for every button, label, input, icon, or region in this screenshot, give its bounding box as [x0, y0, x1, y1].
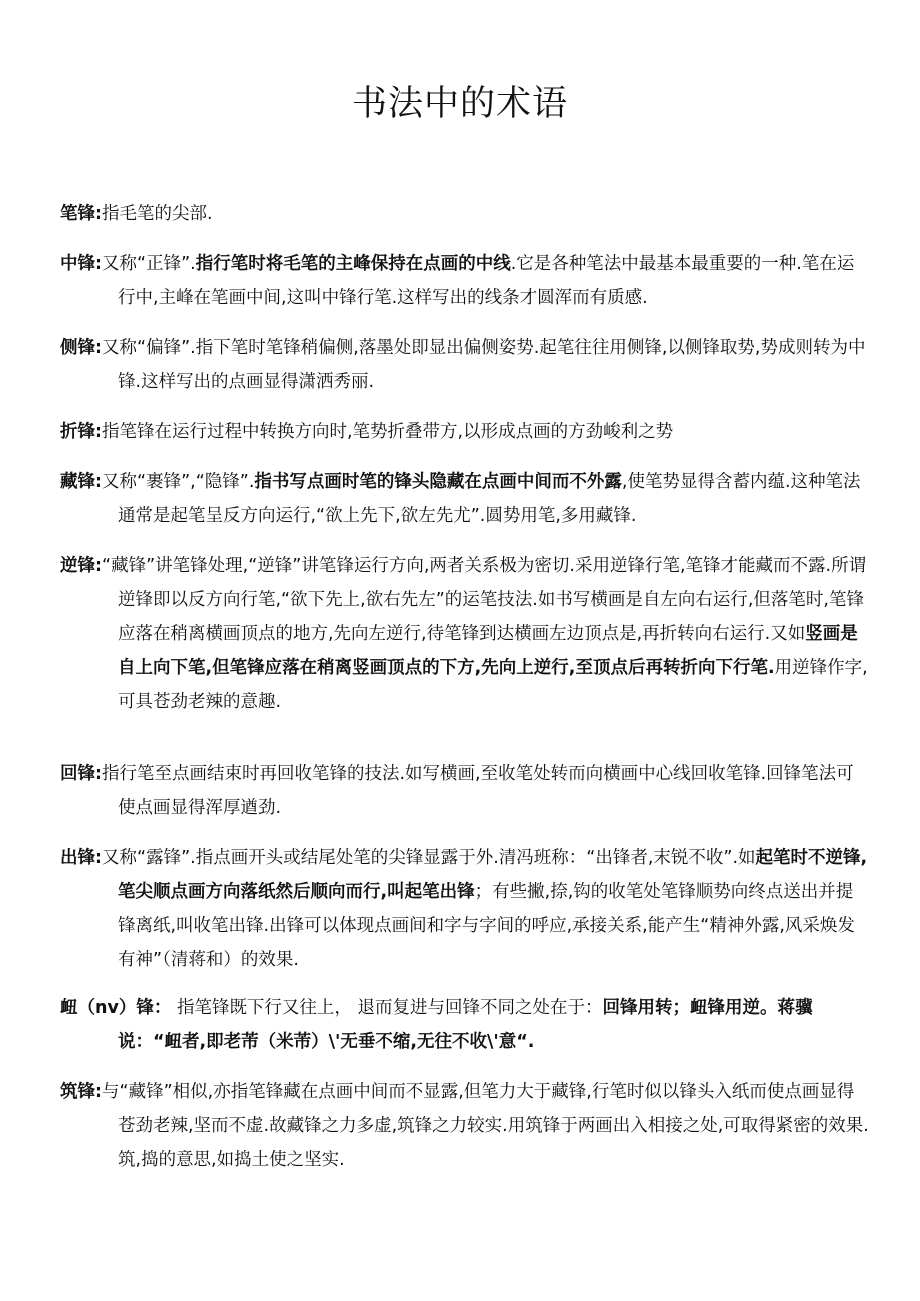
term-entry-chufeng	[60, 841, 870, 977]
term-text: 指毛笔的尖部.	[102, 204, 213, 224]
term-entry-huifeng	[60, 757, 870, 825]
term-entry-cefeng	[60, 331, 870, 399]
term-label: 中锋:	[60, 254, 102, 274]
term-text: 又称“正锋”.	[102, 254, 196, 274]
term-text: 又称“露锋”.指点画开头或结尾处笔的尖锋显露于外.清冯班称：“出锋者,末锐不收”.如	[102, 848, 756, 868]
term-label: 逆锋:	[60, 556, 102, 576]
term-text: 又称“裹锋”,“隐锋”.	[102, 472, 255, 492]
term-label: 笔锋:	[60, 204, 102, 224]
term-text: “藏锋”讲笔锋处理,“逆锋”讲笔锋运行方向,两者关系极为密切.采用逆锋行笔,笔锋才能藏而不露.所谓逆锋即以反方向行笔,“欲下先上,欲右先左”的运笔技法.如书写横画是自左向右运行,但落笔时,笔锋应落在稍离横画顶点的地方,先向左逆行,待笔锋到达横画左边顶点是,再折转向右运行.又如	[102, 556, 867, 644]
term-text: 起笔时不逆锋,笔尖顺点画方向落纸然后顺向而行,叫起笔出锋	[118, 848, 868, 902]
term-entry-zhefeng	[60, 415, 870, 449]
page-title: 书法中的术语	[351, 84, 568, 124]
term-text: 指笔锋既下行又往上， 退而复进与回锋不同之处在于：	[171, 998, 603, 1018]
term-label: 衄（nv）锋：	[60, 998, 172, 1018]
term-entry-nifeng	[60, 549, 870, 719]
term-label: 侧锋:	[60, 338, 102, 358]
term-label: 折锋:	[60, 422, 102, 442]
term-text: 指行笔至点画结束时再回收笔锋的技法.如写横画,至收笔处转而向横画中心线回收笔锋.回锋笔法可使点画显得浑厚遒劲.	[102, 764, 854, 818]
term-entry-bifeng	[60, 197, 870, 231]
term-entry-zhufeng	[60, 1075, 870, 1177]
term-text: 用逆锋作字,可具苍劲老辣的意趣.	[118, 658, 868, 712]
term-text: ,使笔势显得含蓄内蕴.这种笔法通常是起笔呈反方向运行,“欲上先下,欲左先尤”.圆势用笔,多用藏锋.	[118, 472, 861, 526]
term-label: 藏锋:	[60, 472, 102, 492]
term-text: 指书写点画时笔的锋头隐藏在点画中间而不外露	[254, 472, 622, 492]
term-text: ；有些撇,捺,钩的收笔处笔锋顺势向终点送出并提锋离纸,叫收笔出锋.出锋可以体现点画间和字与字间的呼应,承接关系,能产生“精神外露,风采焕发有神”（清蒋和）的效果.	[118, 882, 855, 970]
term-label: 出锋:	[60, 848, 102, 868]
term-label: 回锋:	[60, 764, 102, 784]
term-text: 指笔锋在运行过程中转换方向时,笔势折叠带方,以形成点画的方劲峻利之势	[102, 422, 674, 442]
term-entry-zhongfeng	[60, 247, 870, 315]
term-entry-nvfeng	[60, 991, 870, 1059]
term-text: 竖画是自上向下笔,但笔锋应落在稍离竖画顶点的下方,先向上逆行,至顶点后再转折向下行笔.	[118, 624, 858, 678]
term-text: 与“藏锋”相似,亦指笔锋藏在点画中间而不显露,但笔力大于藏锋,行笔时似以锋头入纸而使点画显得苍劲老辣,坚而不虚.故藏锋之力多虚,筑锋之力较实.用筑锋于两画出入相接之处,可取得紧密的效果.筑,捣的意思,如捣土使之坚实.	[102, 1082, 869, 1170]
term-text: 又称“偏锋”.指下笔时笔锋稍偏侧,落墨处即显出偏侧姿势.起笔往往用侧锋,以侧锋取势,势成则转为中锋.这样写出的点画显得潇洒秀丽.	[102, 338, 866, 392]
term-label: 筑锋:	[60, 1082, 102, 1102]
term-text: 指行笔时将毛笔的主峰保持在点画的中线	[195, 254, 511, 274]
term-text: 回锋用转；衄锋用逆。蒋骥说：“衄者,即老芾（米芾）\'无垂不缩,无往不收\'意“.	[118, 998, 813, 1052]
term-text: .它是各种笔法中最基本最重要的一种.笔在运行中,主峰在笔画中间,这叫中锋行笔.这样写出的线条才圆浑而有质感.	[118, 254, 855, 308]
term-entry-cangfeng	[60, 465, 870, 533]
